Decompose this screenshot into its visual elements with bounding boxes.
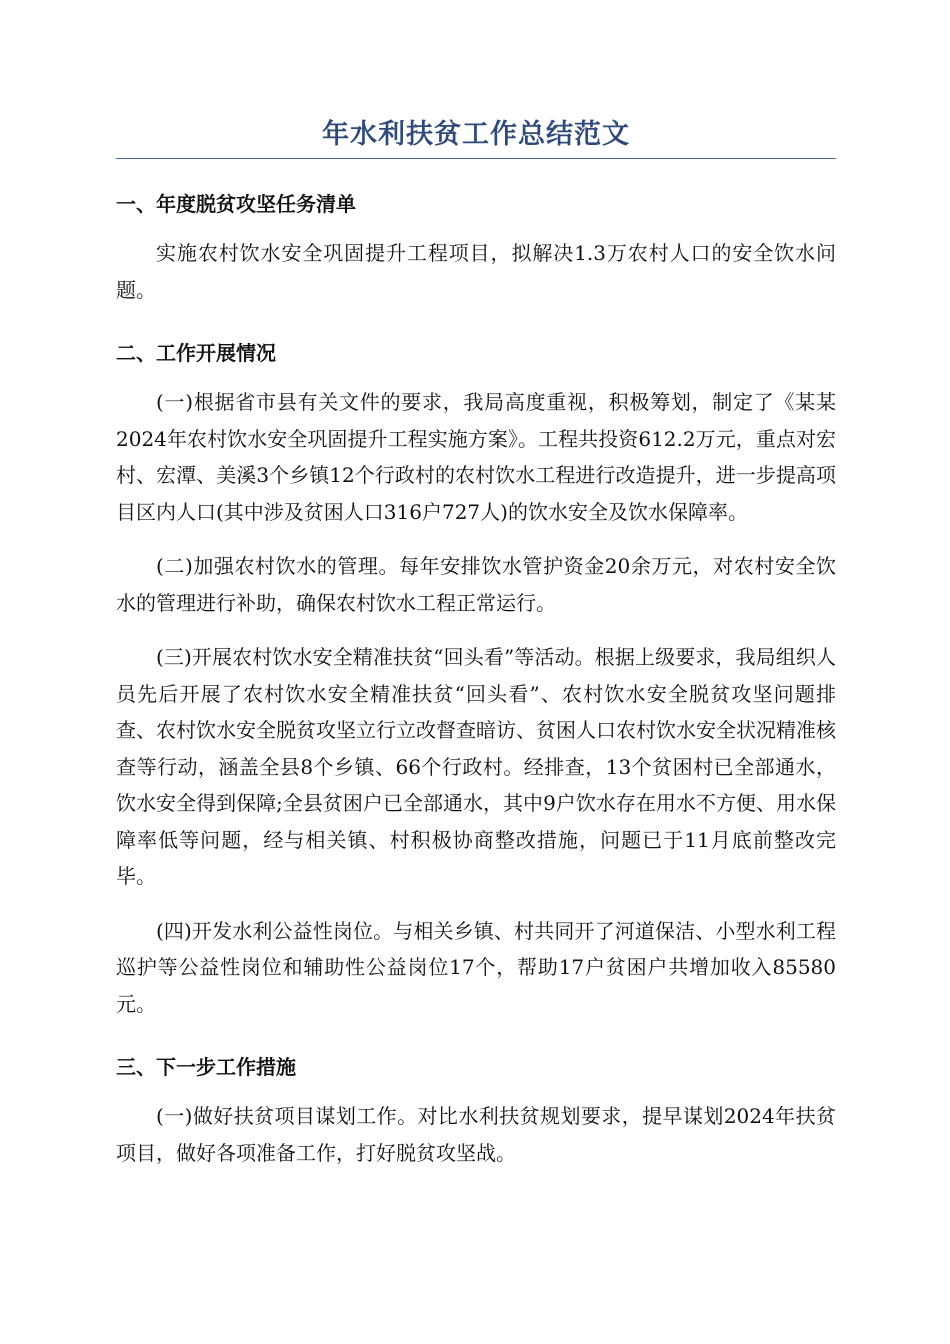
section-heading-1: 一、年度脱贫攻坚任务清单 (116, 192, 356, 216)
section-heading-2: 二、工作开展情况 (116, 341, 276, 365)
document-page (116, 0, 836, 1171)
paragraph: (三)开展农村饮水安全精准扶贫“回头看”等活动。根据上级要求，我局组织人员先后开展了农村饮水安全精准扶贫“回头看”、农村饮水安全脱贫攻坚问题排查、农村饮水安全脱贫攻坚立行立改督查暗访、贫困人口农村饮水安全状况精准核查等行动，涵盖全县8个乡镇、66个行政村。经排查，13个贫困村已全部通水，饮水安全得到保障;全县贫困户已全部通水，其中9户饮水存在用水不方便、用水保障率低等问题，经与相关镇、村积极协商整改措施，问题已于11月底前整改完毕。 (116, 645, 836, 888)
paragraph: (一)根据省市县有关文件的要求，我局高度重视，积极筹划，制定了《某某2024年农村饮水安全巩固提升工程实施方案》。工程共投资612.2万元，重点对宏村、宏潭、美溪3个乡镇12个行政村的农村饮水工程进行改造提升，进一步提高项目区内人口(其中涉及贫困人口316户727人)的饮水安全及饮水保障率。 (116, 390, 836, 524)
paragraph: (四)开发水利公益性岗位。与相关乡镇、村共同开了河道保洁、小型水利工程巡护等公益性岗位和辅助性公益岗位17个，帮助17户贫困户共增加收入85580元。 (116, 918, 836, 1016)
section-heading-3: 三、下一步工作措施 (116, 1055, 296, 1079)
document-title: 年水利扶贫工作总结范文 (116, 116, 836, 159)
paragraph: (二)加强农村饮水的管理。每年安排饮水管护资金20余万元，对农村安全饮水的管理进行补助，确保农村饮水工程正常运行。 (116, 554, 836, 615)
paragraph: 实施农村饮水安全巩固提升工程项目，拟解决1.3万农村人口的安全饮水问题。 (116, 241, 836, 302)
paragraph: (一)做好扶贫项目谋划工作。对比水利扶贫规划要求，提早谋划2024年扶贫项目，做好各项准备工作，打好脱贫攻坚战。 (116, 1104, 836, 1165)
